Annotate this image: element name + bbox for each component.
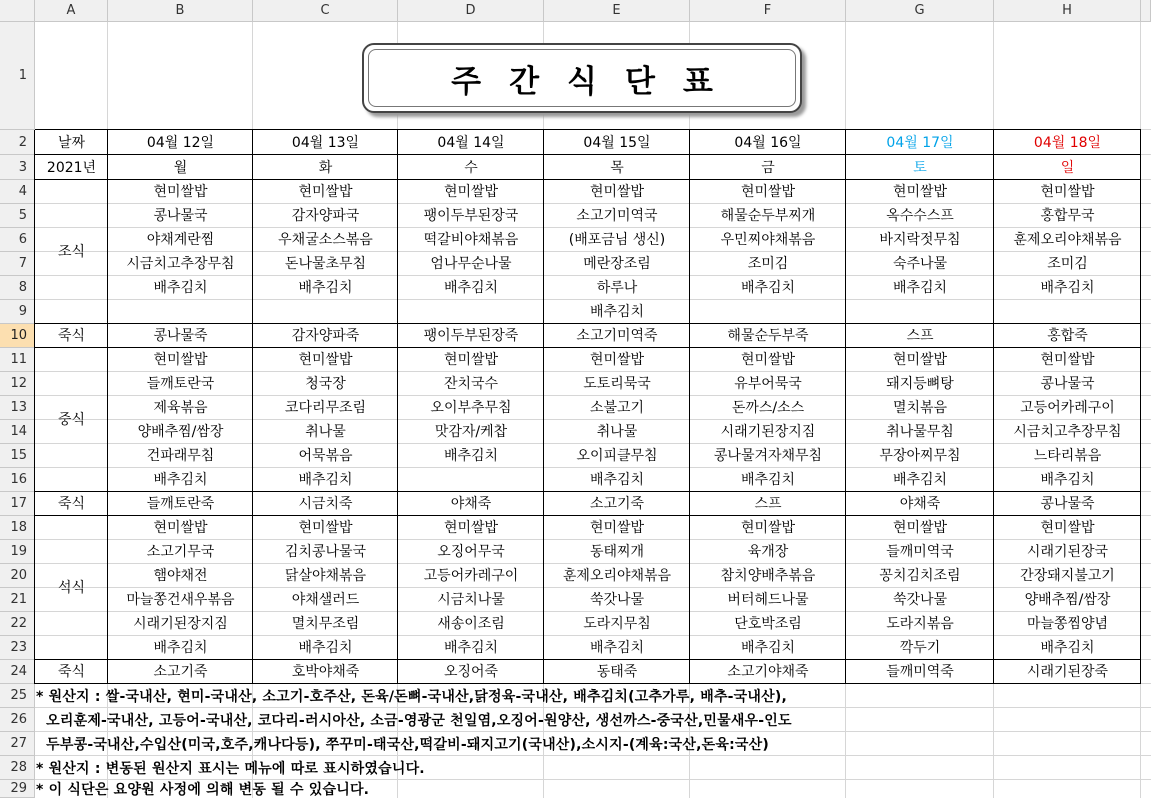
porridge-label: 죽식 bbox=[57, 328, 86, 344]
porridge-label: 죽식 bbox=[57, 664, 86, 680]
row-header[interactable]: 22 bbox=[0, 612, 35, 636]
porridge-item[interactable]: 스프 bbox=[754, 496, 782, 512]
menu-item[interactable]: 단호박조림 bbox=[734, 616, 802, 632]
column-header[interactable]: D bbox=[398, 0, 544, 22]
menu-item[interactable]: 고등어카레구이 bbox=[423, 568, 519, 584]
date-cell[interactable]: 04월 18일 bbox=[1033, 134, 1102, 151]
row-header[interactable]: 2 bbox=[0, 130, 35, 155]
menu-item[interactable]: 현미쌀밥 bbox=[892, 352, 948, 368]
porridge-item[interactable]: 야채죽 bbox=[899, 496, 941, 512]
row-header[interactable]: 8 bbox=[0, 276, 35, 300]
origin-note: * 원산지 : 변동된 원산지 표시는 메뉴에 따로 표시하였습니다. bbox=[36, 761, 425, 777]
menu-item[interactable]: 마늘쫑찜양념 bbox=[1026, 616, 1109, 632]
row-header[interactable]: 14 bbox=[0, 420, 35, 444]
row-header[interactable]: 15 bbox=[0, 444, 35, 468]
menu-item[interactable]: 배추김치 bbox=[589, 304, 645, 320]
column-header[interactable]: E bbox=[544, 0, 690, 22]
menu-item[interactable]: 야채계란찜 bbox=[146, 232, 215, 248]
menu-item[interactable]: 멸치무조림 bbox=[291, 616, 360, 632]
menu-item[interactable]: 현미쌀밥 bbox=[1040, 352, 1095, 368]
date-cell[interactable]: 04월 14일 bbox=[437, 134, 505, 151]
menu-item[interactable]: 현미쌀밥 bbox=[740, 520, 796, 536]
menu-item[interactable]: 닭살야채볶음 bbox=[284, 568, 367, 584]
menu-item[interactable]: 감자양파국 bbox=[291, 208, 360, 224]
column-header[interactable]: G bbox=[846, 0, 994, 22]
row-header[interactable]: 21 bbox=[0, 588, 35, 612]
menu-item[interactable]: 배추김치 bbox=[298, 640, 353, 656]
meal-label: 석식 bbox=[57, 580, 86, 596]
menu-item[interactable]: 현미쌀밥 bbox=[1040, 520, 1095, 536]
porridge-item[interactable]: 시래기된장죽 bbox=[1026, 664, 1109, 680]
porridge-item[interactable]: 들깨토란죽 bbox=[146, 496, 215, 512]
date-cell[interactable]: 04월 17일 bbox=[886, 134, 954, 151]
menu-item[interactable]: 콩나물국 bbox=[153, 208, 208, 224]
menu-item[interactable]: 육개장 bbox=[747, 544, 789, 560]
row-header[interactable]: 17 bbox=[0, 492, 35, 516]
menu-item[interactable]: 코다리무조림 bbox=[284, 400, 367, 416]
column-header[interactable]: F bbox=[690, 0, 846, 22]
menu-item[interactable]: 우채굴소스볶음 bbox=[278, 232, 373, 248]
menu-item[interactable]: 팽이두부된장국 bbox=[423, 208, 519, 224]
porridge-item[interactable]: 콩나물죽 bbox=[1040, 496, 1095, 512]
weekday-cell[interactable]: 금 bbox=[761, 159, 775, 176]
menu-item[interactable]: 현미쌀밥 bbox=[892, 520, 948, 536]
menu-item[interactable]: (배포금님 생신) bbox=[568, 232, 666, 248]
row-header[interactable]: 7 bbox=[0, 252, 35, 276]
menu-item[interactable]: 시래기된장지짐 bbox=[720, 424, 816, 440]
menu-item[interactable]: 소고기미역국 bbox=[576, 208, 658, 224]
menu-item[interactable]: 돼지등뼈탕 bbox=[886, 376, 954, 392]
porridge-item[interactable]: 소고기죽 bbox=[589, 496, 645, 512]
menu-item[interactable]: 배추김치 bbox=[892, 280, 948, 296]
menu-item[interactable]: 꽁치김치조림 bbox=[879, 568, 961, 584]
row-header[interactable]: 20 bbox=[0, 564, 35, 588]
menu-item[interactable]: 현미쌀밥 bbox=[153, 184, 208, 200]
menu-item[interactable]: 현미쌀밥 bbox=[443, 352, 499, 368]
menu-item[interactable]: 현미쌀밥 bbox=[153, 520, 208, 536]
menu-item[interactable]: 버터헤드나물 bbox=[727, 592, 809, 608]
select-all-corner[interactable] bbox=[0, 0, 35, 22]
menu-item[interactable]: 들깨미역국 bbox=[886, 544, 954, 560]
menu-item[interactable]: 엄나무순나물 bbox=[430, 256, 512, 272]
menu-item[interactable]: 훈제오리야채볶음 bbox=[1013, 232, 1122, 248]
menu-item[interactable]: 멸치볶음 bbox=[892, 400, 948, 416]
row-header[interactable]: 12 bbox=[0, 372, 35, 396]
menu-item[interactable]: 조미김 bbox=[1047, 256, 1088, 272]
porridge-item[interactable]: 동태죽 bbox=[596, 664, 638, 680]
origin-note: * 원산지 : 쌀-국내산, 현미-국내산, 소고기-호주산, 돈육/돈뼈-국내산,닭정육-국내산, 배추김치(고추가루, 배추-국내산), bbox=[36, 689, 787, 705]
column-header[interactable]: B bbox=[108, 0, 253, 22]
menu-item[interactable]: 잔치국수 bbox=[443, 376, 499, 392]
menu-item[interactable]: 배추김치 bbox=[740, 640, 796, 656]
date-label: 날짜 bbox=[57, 134, 86, 151]
row-header[interactable]: 9 bbox=[0, 300, 35, 324]
row-header[interactable]: 24 bbox=[0, 660, 35, 684]
porridge-item[interactable]: 야채죽 bbox=[450, 496, 492, 512]
menu-item[interactable]: 들깨토란국 bbox=[146, 376, 215, 392]
porridge-item[interactable]: 시금치죽 bbox=[298, 496, 353, 512]
menu-item[interactable]: 유부어묵국 bbox=[734, 376, 802, 392]
menu-item[interactable]: 취나물 bbox=[305, 424, 346, 440]
menu-item[interactable]: 배추김치 bbox=[740, 280, 796, 296]
menu-item[interactable]: 옥수수스프 bbox=[886, 208, 954, 224]
menu-item[interactable]: 현미쌀밥 bbox=[298, 184, 353, 200]
menu-item[interactable]: 시래기된장지짐 bbox=[133, 616, 228, 632]
origin-note: * 이 식단은 요양원 사정에 의해 변동 될 수 있습니다. bbox=[36, 782, 370, 798]
menu-item[interactable]: 조미김 bbox=[747, 256, 789, 272]
menu-item[interactable]: 배추김치 bbox=[298, 280, 353, 296]
weekday-cell[interactable]: 월 bbox=[173, 159, 188, 176]
porridge-item[interactable]: 오징어죽 bbox=[443, 664, 499, 680]
menu-item[interactable]: 우민찌야채볶음 bbox=[720, 232, 816, 248]
row-header[interactable]: 4 bbox=[0, 180, 35, 204]
row-header[interactable]: 10 bbox=[0, 324, 35, 348]
column-header[interactable]: A bbox=[35, 0, 108, 22]
row-header[interactable]: 25 bbox=[0, 684, 35, 708]
porridge-item[interactable]: 콩나물죽 bbox=[153, 328, 208, 344]
menu-item[interactable]: 양배추찜/쌈장 bbox=[1024, 592, 1111, 608]
menu-item[interactable]: 현미쌀밥 bbox=[443, 520, 499, 536]
menu-item[interactable]: 양배추찜/쌈장 bbox=[137, 424, 224, 440]
row-header[interactable]: 18 bbox=[0, 516, 35, 540]
page-title: 주간식단표 bbox=[451, 63, 741, 100]
menu-item[interactable]: 배추김치 bbox=[443, 448, 499, 464]
weekday-cell[interactable]: 화 bbox=[318, 159, 333, 176]
row-header[interactable]: 6 bbox=[0, 228, 35, 252]
porridge-item[interactable]: 소고기미역죽 bbox=[576, 328, 658, 344]
porridge-item[interactable]: 소고기야채죽 bbox=[727, 664, 809, 680]
menu-item[interactable]: 배추김치 bbox=[589, 640, 645, 656]
menu-item[interactable]: 참치양배추볶음 bbox=[720, 568, 816, 584]
menu-item[interactable]: 배추김치 bbox=[1040, 640, 1095, 656]
menu-item[interactable]: 현미쌀밥 bbox=[589, 352, 645, 368]
menu-item[interactable]: 해물순두부찌개 bbox=[720, 208, 816, 224]
menu-item[interactable]: 제육볶음 bbox=[153, 400, 208, 416]
menu-item[interactable]: 청국장 bbox=[305, 376, 346, 392]
menu-item[interactable]: 현미쌀밥 bbox=[892, 184, 948, 200]
row-header[interactable]: 1 bbox=[0, 22, 35, 130]
menu-item[interactable]: 건파래무침 bbox=[146, 448, 215, 464]
menu-item[interactable]: 맛감자/케찹 bbox=[434, 424, 508, 440]
origin-note: 두부콩-국내산,수입산(미국,호주,캐나다등), 쭈꾸미-태국산,떡갈비-돼지고기(국내산),소시지-(계육:국산,돈육:국산) bbox=[36, 737, 769, 753]
row-header[interactable]: 23 bbox=[0, 636, 35, 660]
menu-item[interactable]: 소고기무국 bbox=[146, 544, 215, 560]
weekday-cell[interactable]: 목 bbox=[610, 159, 624, 176]
menu-item[interactable]: 쑥갓나물 bbox=[589, 592, 645, 608]
menu-item[interactable]: 고등어카레구이 bbox=[1020, 400, 1115, 416]
menu-item[interactable]: 시래기된장국 bbox=[1026, 544, 1109, 560]
menu-item[interactable]: 깍두기 bbox=[899, 640, 941, 656]
porridge-item[interactable]: 팽이두부된장죽 bbox=[423, 328, 519, 344]
column-header-blank bbox=[1141, 0, 1151, 22]
menu-item[interactable]: 배추김치 bbox=[892, 472, 948, 488]
menu-item[interactable]: 떡갈비야채볶음 bbox=[423, 232, 519, 248]
row-header[interactable]: 11 bbox=[0, 348, 35, 372]
date-cell[interactable]: 04월 12일 bbox=[146, 134, 215, 151]
menu-item[interactable]: 오이부추무침 bbox=[430, 400, 512, 416]
menu-item[interactable]: 배추김치 bbox=[443, 280, 499, 296]
row-header[interactable]: 13 bbox=[0, 396, 35, 420]
menu-item[interactable]: 야채샐러드 bbox=[291, 592, 360, 608]
menu-item[interactable]: 콩나물국 bbox=[1040, 376, 1095, 392]
menu-item[interactable]: 배추김치 bbox=[443, 640, 499, 656]
porridge-item[interactable]: 감자양파죽 bbox=[291, 328, 360, 344]
menu-item[interactable]: 배추김치 bbox=[1040, 472, 1095, 488]
menu-item[interactable]: 배추김치 bbox=[153, 280, 208, 296]
row-header[interactable]: 27 bbox=[0, 732, 35, 756]
page-title-box bbox=[362, 43, 802, 113]
porridge-item[interactable]: 해물순두부죽 bbox=[727, 328, 809, 344]
menu-item[interactable]: 배추김치 bbox=[740, 472, 796, 488]
menu-item[interactable]: 현미쌀밥 bbox=[589, 520, 645, 536]
menu-item[interactable]: 오징어무국 bbox=[437, 544, 505, 560]
menu-item[interactable]: 느타리볶음 bbox=[1033, 448, 1102, 464]
weekday-cell[interactable]: 토 bbox=[913, 159, 927, 176]
row-header[interactable]: 3 bbox=[0, 155, 35, 180]
porridge-item[interactable]: 스프 bbox=[906, 328, 934, 344]
menu-item[interactable]: 현미쌀밥 bbox=[740, 184, 796, 200]
menu-item[interactable]: 취나물무침 bbox=[886, 424, 954, 440]
menu-item[interactable]: 숙주나물 bbox=[892, 256, 948, 272]
menu-item[interactable]: 시금치고추장무침 bbox=[1013, 424, 1122, 440]
date-cell[interactable]: 04월 15일 bbox=[583, 134, 651, 151]
menu-item[interactable]: 오이피클무침 bbox=[576, 448, 658, 464]
meal-label: 조식 bbox=[57, 244, 86, 260]
row-header[interactable]: 19 bbox=[0, 540, 35, 564]
date-cell[interactable]: 04월 16일 bbox=[734, 134, 802, 151]
porridge-item[interactable]: 호박야채죽 bbox=[291, 664, 360, 680]
menu-item[interactable]: 현미쌀밥 bbox=[298, 520, 353, 536]
column-header[interactable]: C bbox=[253, 0, 398, 22]
meal-label: 중식 bbox=[57, 412, 86, 428]
porridge-item[interactable]: 소고기죽 bbox=[153, 664, 208, 680]
column-header[interactable]: H bbox=[994, 0, 1141, 22]
origin-note: 오리훈제-국내산, 고등어-국내산, 코다리-러시아산, 소금-영광군 천일염,오징어-원양산, 생선까스-중국산,민물새우-인도 bbox=[36, 713, 792, 729]
menu-item[interactable]: 동태찌개 bbox=[589, 544, 645, 560]
menu-item[interactable]: 어묵볶음 bbox=[298, 448, 353, 464]
menu-item[interactable]: 새송이조림 bbox=[437, 616, 505, 632]
menu-item[interactable]: 현미쌀밥 bbox=[589, 184, 645, 200]
porridge-label: 죽식 bbox=[57, 496, 86, 512]
menu-item[interactable]: 쑥갓나물 bbox=[892, 592, 948, 608]
menu-item[interactable]: 도토리묵국 bbox=[583, 376, 651, 392]
menu-item[interactable]: 현미쌀밥 bbox=[443, 184, 499, 200]
menu-item[interactable]: 현미쌀밥 bbox=[153, 352, 208, 368]
menu-item[interactable]: 간장돼지불고기 bbox=[1020, 568, 1115, 584]
row-header[interactable]: 26 bbox=[0, 708, 35, 732]
menu-item[interactable]: 돈나물초무침 bbox=[284, 256, 367, 272]
menu-item[interactable]: 배추김치 bbox=[153, 640, 208, 656]
year-label: 2021년 bbox=[46, 159, 97, 176]
menu-item[interactable]: 바지락젓무침 bbox=[879, 232, 961, 248]
menu-item[interactable]: 무장아찌무침 bbox=[879, 448, 961, 464]
menu-item[interactable]: 현미쌀밥 bbox=[740, 352, 796, 368]
menu-item[interactable]: 배추김치 bbox=[1040, 280, 1095, 296]
menu-item[interactable]: 마늘쫑건새우볶음 bbox=[126, 592, 235, 608]
porridge-item[interactable]: 홍합죽 bbox=[1047, 328, 1088, 344]
menu-item[interactable]: 콩나물겨자채무침 bbox=[713, 448, 823, 464]
menu-item[interactable]: 배추김치 bbox=[298, 472, 353, 488]
menu-item[interactable]: 시금치나물 bbox=[437, 592, 505, 608]
porridge-item[interactable]: 들깨미역죽 bbox=[886, 664, 954, 680]
menu-item[interactable]: 도라지볶음 bbox=[886, 616, 954, 632]
menu-item[interactable]: 도라지무침 bbox=[583, 616, 651, 632]
date-cell[interactable]: 04월 13일 bbox=[291, 134, 360, 151]
menu-item[interactable]: 훈제오리야채볶음 bbox=[562, 568, 672, 584]
menu-item[interactable]: 햄야채전 bbox=[153, 568, 208, 584]
menu-item[interactable]: 홍합무국 bbox=[1040, 208, 1095, 224]
row-header[interactable]: 5 bbox=[0, 204, 35, 228]
menu-item[interactable]: 현미쌀밥 bbox=[298, 352, 353, 368]
menu-item[interactable]: 김치콩나물국 bbox=[284, 544, 367, 560]
menu-item[interactable]: 메란장조림 bbox=[583, 256, 651, 272]
menu-item[interactable]: 배추김치 bbox=[153, 472, 208, 488]
menu-item[interactable]: 돈까스/소스 bbox=[731, 400, 805, 416]
menu-item[interactable]: 취나물 bbox=[596, 424, 638, 440]
row-header[interactable]: 28 bbox=[0, 756, 35, 780]
weekday-cell[interactable]: 일 bbox=[1060, 159, 1075, 176]
menu-item[interactable]: 현미쌀밥 bbox=[1040, 184, 1095, 200]
row-header[interactable]: 29 bbox=[0, 780, 35, 798]
row-header[interactable]: 16 bbox=[0, 468, 35, 492]
menu-item[interactable]: 하루나 bbox=[596, 280, 638, 296]
menu-item[interactable]: 시금치고추장무침 bbox=[126, 256, 235, 272]
weekday-cell[interactable]: 수 bbox=[464, 159, 478, 176]
menu-item[interactable]: 소불고기 bbox=[589, 400, 645, 416]
menu-item[interactable]: 배추김치 bbox=[589, 472, 645, 488]
